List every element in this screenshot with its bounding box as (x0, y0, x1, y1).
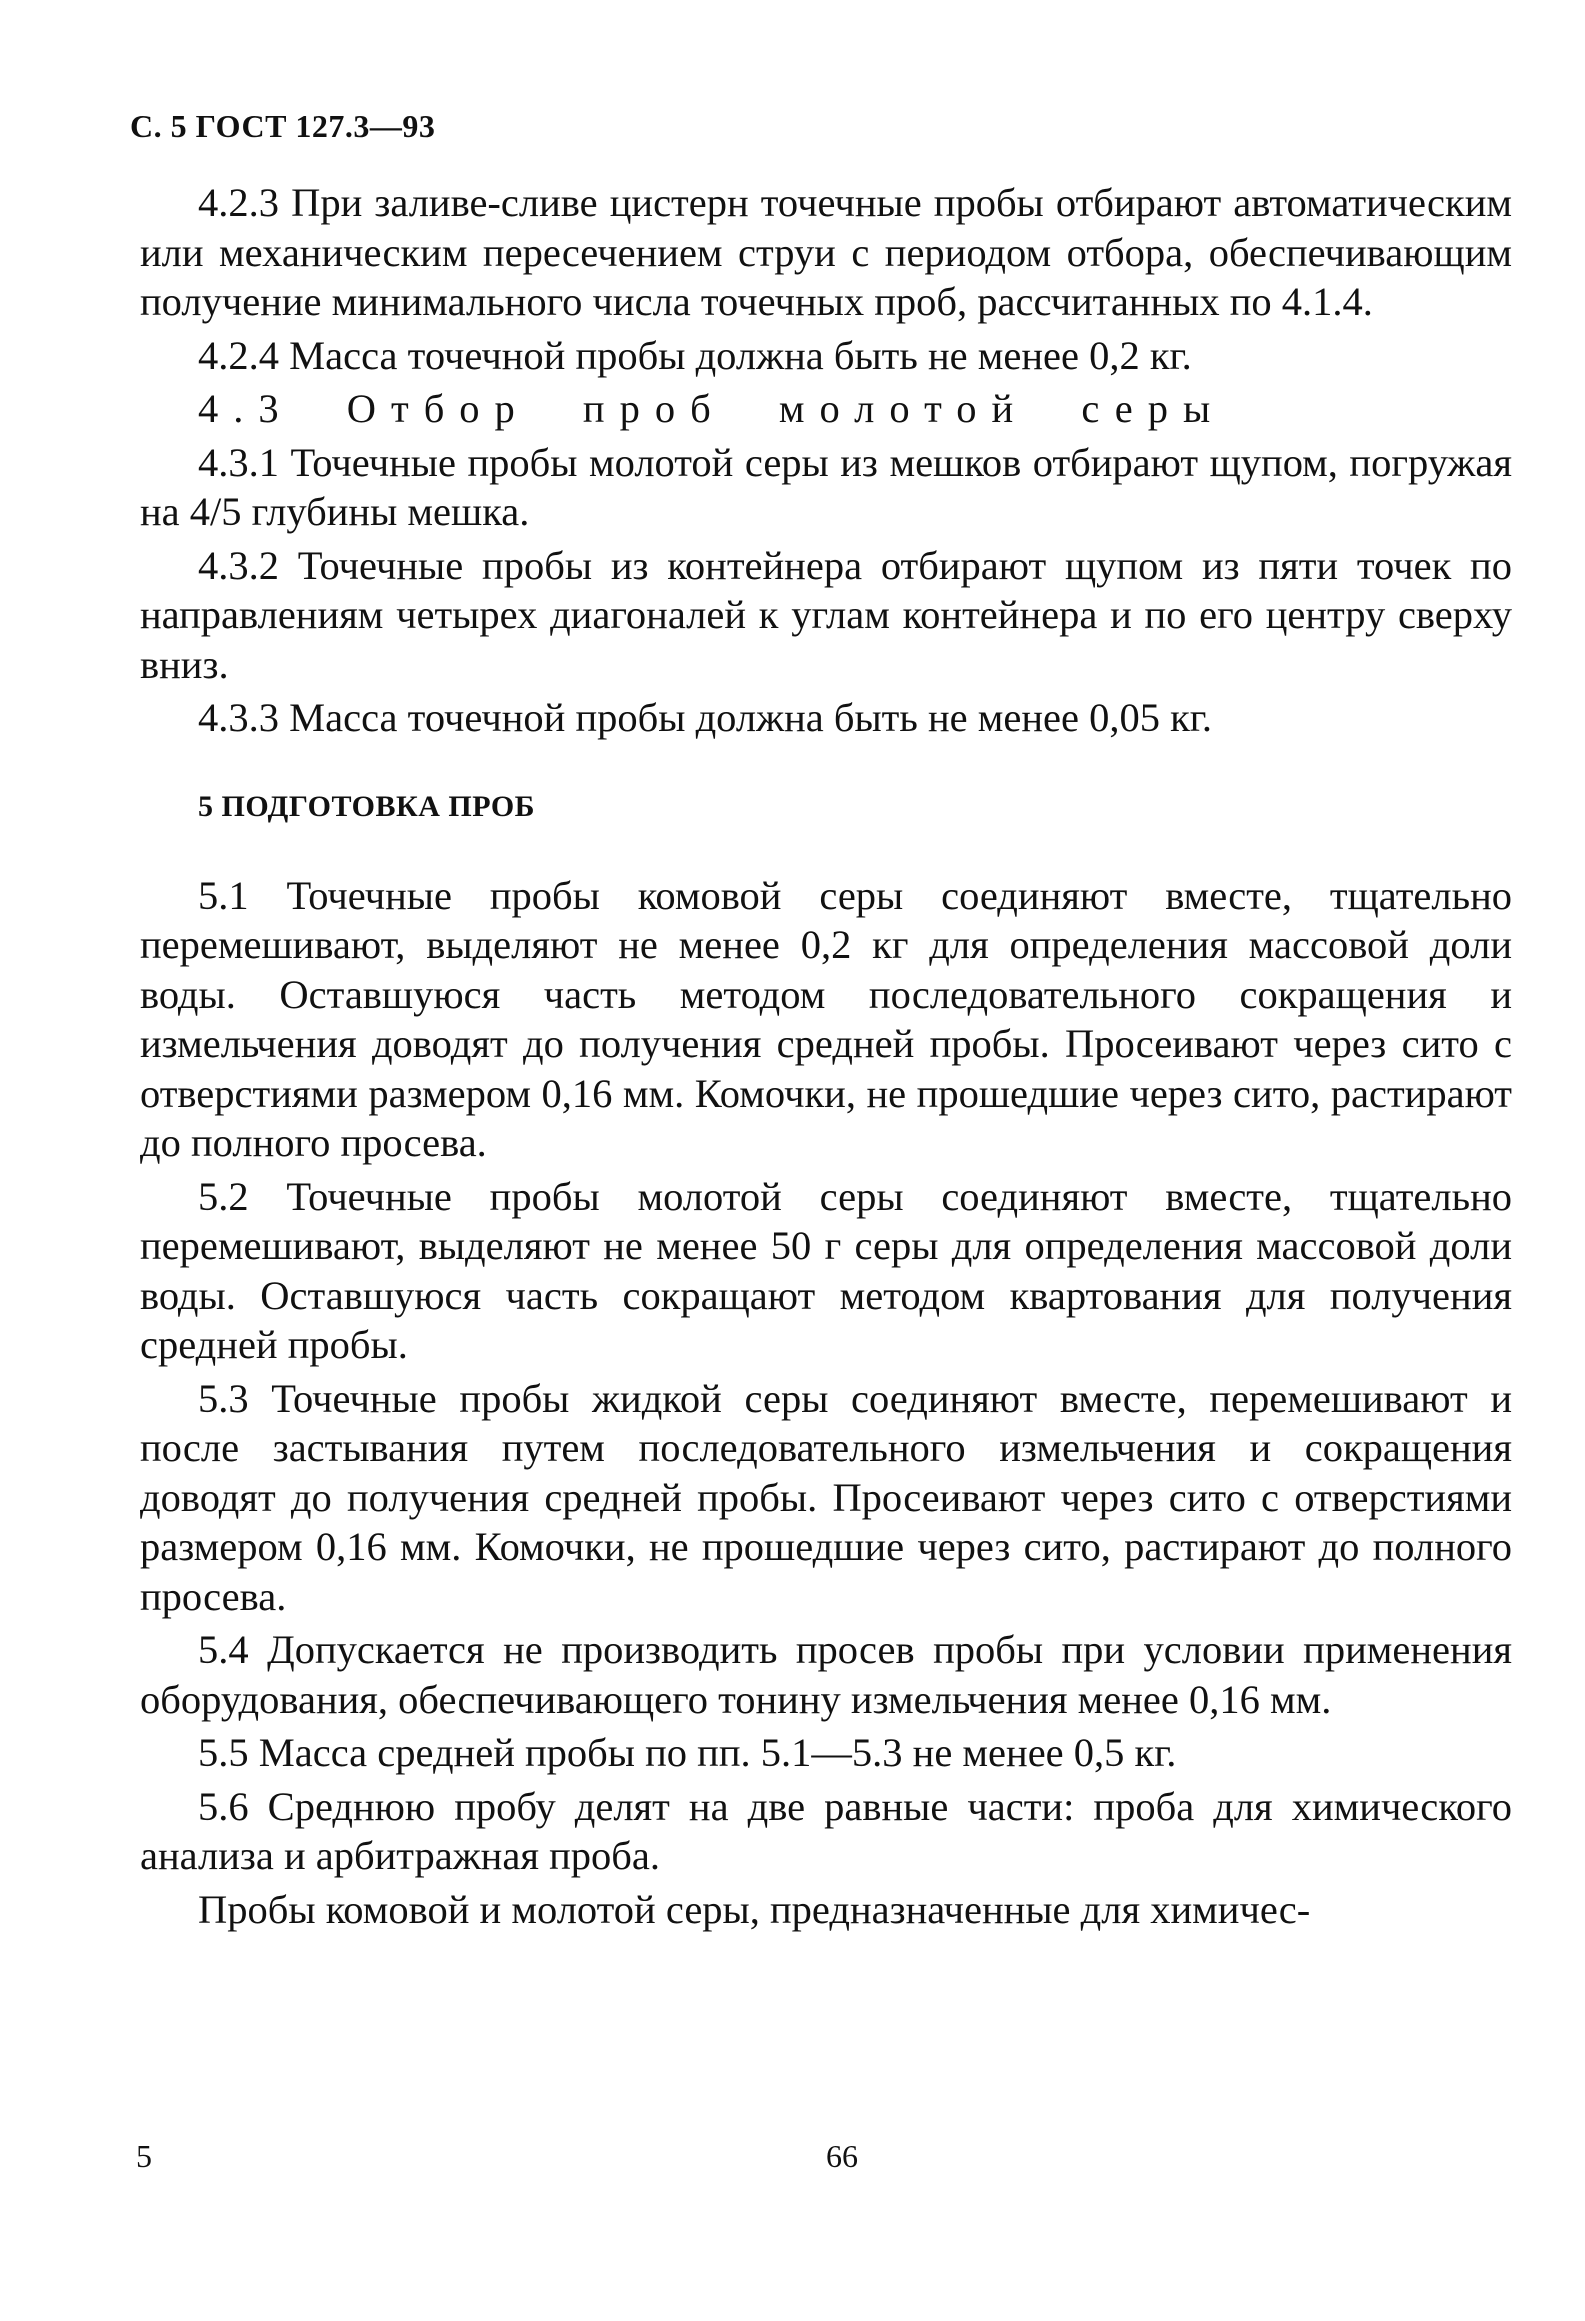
footer-mark: 5 (136, 2138, 152, 2174)
subsection-4-3-title: 4.3 Отбор проб молотой серы (198, 386, 1226, 431)
paragraph-4-2-4: 4.2.4 Масса точечной пробы должна быть не менее 0,2 кг. (198, 332, 1192, 378)
paragraph-continuation: Пробы комовой и молотой серы, предназначенные для химичес- (198, 1886, 1311, 1932)
paragraph-5-1: 5.1 Точечные пробы комовой серы соединяют вместе, тщательно перемешивают, выделяют не менее 0,2 кг для определения массовой доли воды. Оставшуюся часть методом последовательного сокращения и измельчения доводят до получения средней пробы. Просеивают через сито с отверстиями размером 0,16 мм. Комочки, не прошедшие через сито, растирают до полного просева. (140, 872, 1512, 1165)
paragraph-5-4: 5.4 Допускается не производить просев пробы при условии применения оборудования, обеспечивающего тонину измельчения менее 0,16 мм. (140, 1627, 1512, 1722)
document-body (140, 178, 1512, 1938)
running-header: С. 5 ГОСТ 127.3—93 (130, 108, 436, 144)
paragraph-5-6: 5.6 Среднюю пробу делят на две равные части: проба для химического анализа и арбитражная проба. (140, 1783, 1512, 1878)
paragraph-5-5: 5.5 Масса средней пробы по пп. 5.1—5.3 не менее 0,5 кг. (198, 1730, 1177, 1775)
page-number: 66 (826, 2138, 858, 2174)
paragraph-5-2: 5.2 Точечные пробы молотой серы соединяют вместе, тщательно перемешивают, выделяют не менее 50 г серы для определения массовой доли воды. Оставшуюся часть сокращают методом квартования для получения средней пробы. (140, 1173, 1512, 1367)
paragraph-4-3-3: 4.3.3 Масса точечной пробы должна быть не менее 0,05 кг. (198, 695, 1212, 740)
paragraph-4-3-1: 4.3.1 Точечные пробы молотой серы из мешков отбирают щупом, погружая на 4/5 глубины мешка. (140, 439, 1512, 534)
paragraph-4-2-3: 4.2.3 При заливе-сливе цистерн точечные пробы отбирают автоматическим или механическим пересечением струи с периодом отбора, обеспечивающим получение минимального числа точечных проб, рассчитанных по 4.1.4. (140, 180, 1512, 324)
section-5-heading: 5 ПОДГОТОВКА ПРОБ (198, 789, 536, 823)
paragraph-5-3: 5.3 Точечные пробы жидкой серы соединяют вместе, перемешивают и после застывания путем последовательного измельчения и сокращения доводят до получения средней пробы. Просеивают через сито с отверстиями размером 0,16 мм. Комочки, не прошедшие через сито, растирают до полного просева. (140, 1375, 1512, 1619)
paragraph-4-3-2: 4.3.2 Точечные пробы из контейнера отбирают щупом из пяти точек по направлениям четырех диагоналей к углам контейнера и по его центру сверху вниз. (140, 542, 1512, 687)
